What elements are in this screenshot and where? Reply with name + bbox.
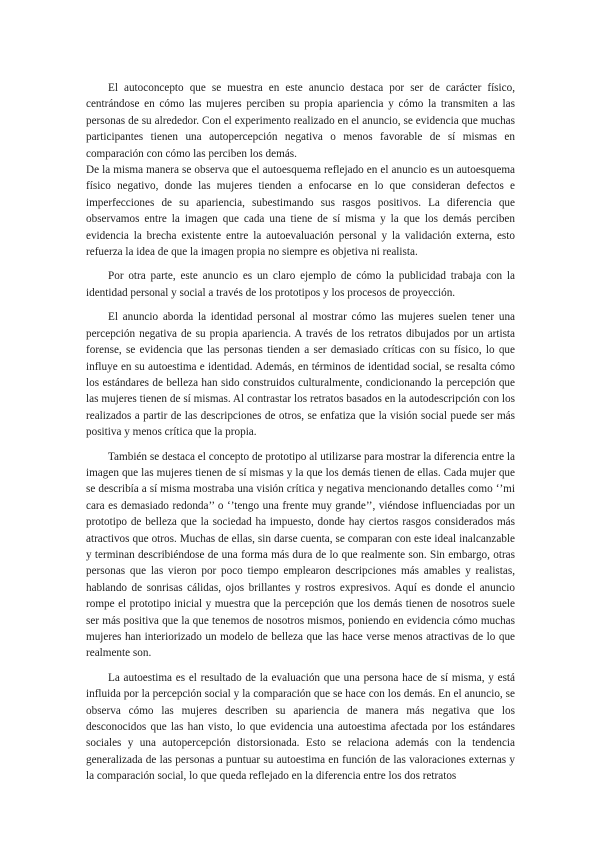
- paragraph-6: La autoestima es el resultado de la evaluación que una persona hace de sí misma, y está influida por la percepción social y la comparación que se hace con los demás. En el anuncio, se observa cómo las mujeres describen su apariencia de manera más negativa que los desconocidos que las han visto, lo que evidencia una autoestima afectada por los estándares sociales y una autopercepción distorsionada. Esto se relaciona además con la tendencia generalizada de las personas a puntuar su autoestima en función de las valoraciones externas y la comparación social, lo que queda reflejado en la diferencia entre los dos retratos: [86, 671, 515, 783]
- paragraph-2: De la misma manera se observa que el autoesquema reflejado en el anuncio es un autoesquema físico negativo, donde las mujeres tienden a enfocarse en lo que consideran defectos e imperfecciones de su apariencia, subestimando sus rasgos positivos. La diferencia que observamos entre la imagen que cada una tiene de sí misma y la que los demás perciben evidencia la brecha existente entre la autoevaluación personal y la validación externa, esto refuerza la idea de que la imagen propia no siempre es objetiva ni realista.: [86, 164, 515, 259]
- paragraph-3: Por otra parte, este anuncio es un claro ejemplo de cómo la publicidad trabaja con la identidad personal y social a través de los prototipos y los procesos de proyección.: [86, 270, 515, 299]
- paragraph-1: El autoconcepto que se muestra en este anuncio destaca por ser de carácter físico, centrándose en cómo las mujeres perciben su propia apariencia y cómo la transmiten a las personas de su alrededor. Con el experimento realizado en el anuncio, se evidencia que muchas participantes tienen una autopercepción negativa o menos favorable de sí mismas en comparación con cómo las perciben los demás.: [86, 82, 515, 160]
- paragraph-5: También se destaca el concepto de prototipo al utilizarse para mostrar la diferencia entre la imagen que las mujeres tienen de sí mismas y la que los demás tienen de ellas. Cada mujer que se describía a sí misma mostraba una visión crítica y negativa mencionando detalles como ‘’mi cara es demasiado redonda’’ o ‘’tengo una frente muy grande’’, viéndose influenciadas por un prototipo de belleza que la sociedad ha impuesto, donde hay ciertos rasgos considerados más atractivos que otros. Muchas de ellas, sin darse cuenta, se comparan con este ideal inalcanzable y terminan describiéndose de una forma más dura de lo que realmente son. Sin embargo, otras personas que las vieron por poco tiempo emplearon descripciones más amables y realistas, hablando de sonrisas cálidas, ojos brillantes y rostros expresivos. Aquí es donde el anuncio rompe el prototipo inicial y muestra que la percepción que los demás tienen de nosotros suele ser más positiva que la que tenemos de nosotros mismos, poniendo en evidencia cómo muchas mujeres han interiorizado un modelo de belleza que las hace verse menos atractivas de lo que realmente son.: [86, 450, 515, 660]
- paragraph-4: El anuncio aborda la identidad personal al mostrar cómo las mujeres suelen tener una percepción negativa de su propia apariencia. A través de los retratos dibujados por un artista forense, se evidencia que las personas tienden a ser demasiado críticas con su físico, lo que influye en su autoestima e identidad. Además, en términos de identidad social, se resalta cómo los estándares de belleza han sido construidos culturalmente, condicionando la percepción que las mujeres tienen de sí mismas. Al contrastar los retratos basados en la autodescripción con los realizados a partir de las descripciones de otros, se enfatiza que la visión social puede ser más positiva y menos crítica que la propia.: [86, 311, 515, 439]
- document-body: [86, 80, 515, 785]
